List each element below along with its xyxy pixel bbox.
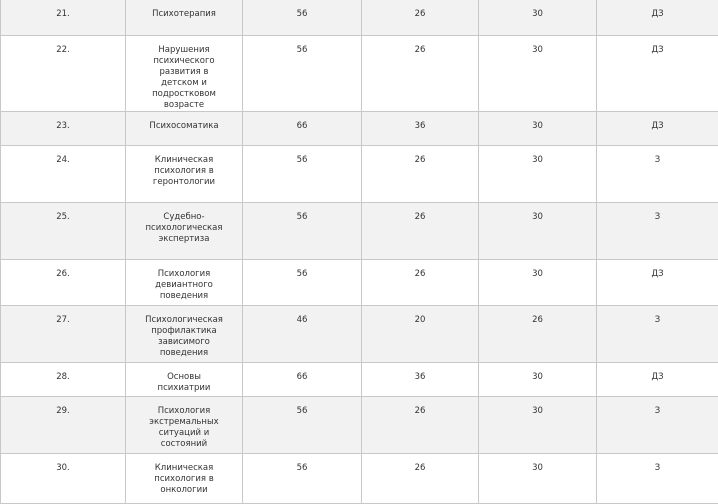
self-study-hours: 30 [479,203,597,260]
contact-hours: 26 [362,454,479,504]
discipline-name: Судебно-психологическая экспертиза [126,203,243,260]
contact-hours: 36 [362,363,479,397]
total-hours: 56 [243,260,362,306]
discipline-name: Психология экстремальных ситуаций и состояний [126,397,243,454]
row-number: 24. [1,146,126,203]
table-row [1,363,718,397]
self-study-hours: 30 [479,260,597,306]
total-hours: 66 [243,112,362,146]
table-row [1,203,718,260]
row-number: 21. [1,0,126,36]
control-form: З [597,454,718,504]
control-form: ДЗ [597,0,718,36]
contact-hours: 20 [362,306,479,363]
row-number: 27. [1,306,126,363]
control-form: ДЗ [597,36,718,112]
row-number: 28. [1,363,126,397]
self-study-hours: 30 [479,454,597,504]
table-row [1,112,718,146]
table-row [1,36,718,112]
control-form: З [597,397,718,454]
self-study-hours: 30 [479,363,597,397]
control-form: ДЗ [597,260,718,306]
control-form: ДЗ [597,112,718,146]
control-form: З [597,146,718,203]
contact-hours: 26 [362,203,479,260]
total-hours: 56 [243,36,362,112]
row-number: 29. [1,397,126,454]
total-hours: 56 [243,454,362,504]
table-row [1,260,718,306]
total-hours: 56 [243,397,362,454]
self-study-hours: 30 [479,112,597,146]
control-form: З [597,203,718,260]
row-number: 26. [1,260,126,306]
row-number: 25. [1,203,126,260]
discipline-name: Психология девиантного поведения [126,260,243,306]
row-number: 23. [1,112,126,146]
discipline-name: Основы психиатрии [126,363,243,397]
self-study-hours: 30 [479,0,597,36]
self-study-hours: 26 [479,306,597,363]
row-number: 30. [1,454,126,504]
table-row [1,306,718,363]
control-form: ДЗ [597,363,718,397]
discipline-name: Клиническая психология в геронтологии [126,146,243,203]
control-form: З [597,306,718,363]
contact-hours: 36 [362,112,479,146]
contact-hours: 26 [362,146,479,203]
contact-hours: 26 [362,397,479,454]
contact-hours: 26 [362,36,479,112]
total-hours: 56 [243,203,362,260]
discipline-name: Нарушения психического развития в детском и подростковом возрасте [126,36,243,112]
self-study-hours: 30 [479,146,597,203]
total-hours: 56 [243,146,362,203]
discipline-name: Психологическая профилактика зависимого поведения [126,306,243,363]
total-hours: 56 [243,0,362,36]
row-number: 22. [1,36,126,112]
discipline-name: Клиническая психология в онкологии [126,454,243,504]
contact-hours: 26 [362,260,479,306]
self-study-hours: 30 [479,397,597,454]
total-hours: 66 [243,363,362,397]
table-row [1,454,718,504]
self-study-hours: 30 [479,36,597,112]
contact-hours: 26 [362,0,479,36]
table-row [1,0,718,36]
discipline-name: Психотерапия [126,0,243,36]
total-hours: 46 [243,306,362,363]
table-row [1,397,718,454]
table-row [1,146,718,203]
discipline-name: Психосоматика [126,112,243,146]
